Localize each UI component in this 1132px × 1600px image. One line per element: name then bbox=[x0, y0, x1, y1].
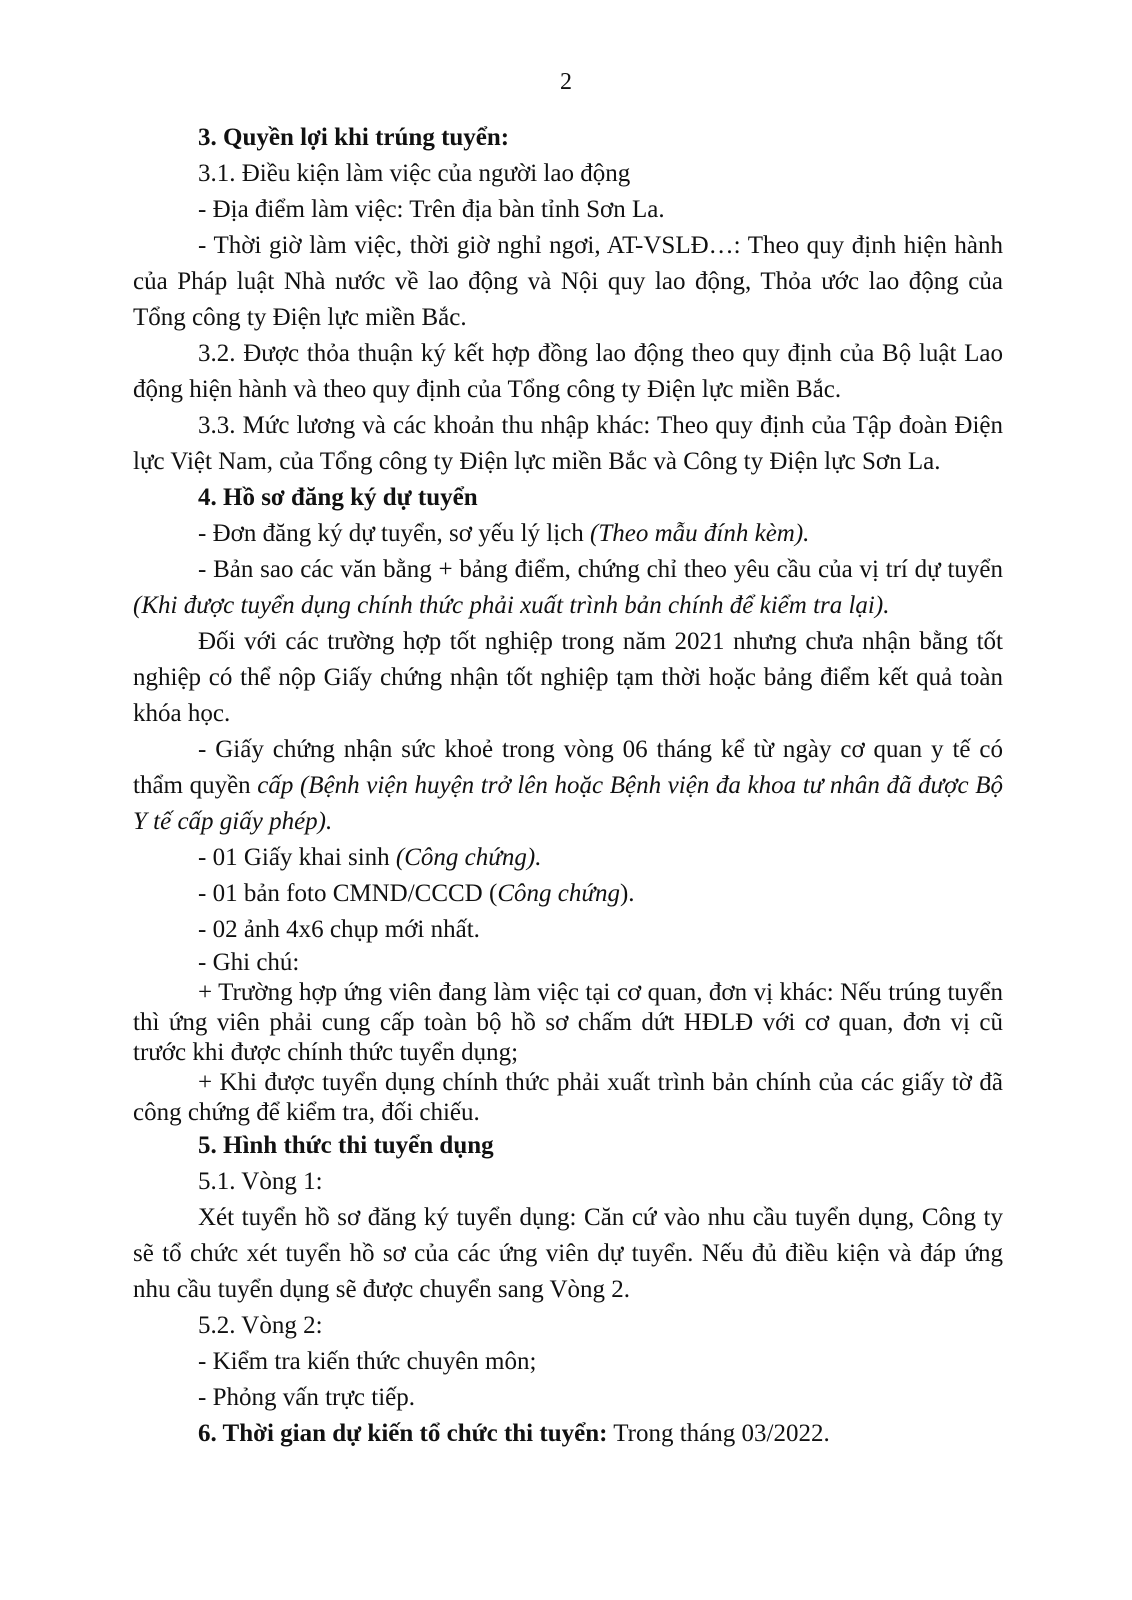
round-2-label: 5.2. Vòng 2: bbox=[198, 1312, 323, 1339]
application-form-item: - Đơn đăng ký dự tuyển, sơ yếu lý lịch (Theo mẫu đính kèm). bbox=[198, 520, 810, 547]
note-2: + Khi được tuyển dụng chính thức phải xuất trình bản chính của các giấy tờ đã công chứng để kiểm tra, đối chiếu. bbox=[133, 1069, 1003, 1126]
birth-certificate-item: - 01 Giấy khai sinh (Công chứng). bbox=[198, 844, 542, 871]
notes-label: - Ghi chú: bbox=[198, 949, 300, 976]
note-1: + Trường hợp ứng viên đang làm việc tại cơ quan, đơn vị khác: Nếu trúng tuyển thì ứng viên phải cung cấp toàn bộ hồ sơ chấm dứt HĐLĐ với cơ quan, đơn vị cũ trước khi được chính thức tuyển dụng; bbox=[133, 979, 1003, 1066]
round-1-text: Xét tuyển hồ sơ đăng ký tuyển dụng: Căn cứ vào nhu cầu tuyển dụng, Công ty sẽ tổ chức xét tuyển hồ sơ của các ứng viên dự tuyển. Nếu đủ điều kiện và đáp ứng nhu cầu tuyển dụng sẽ được chuyển sang Vòng 2. bbox=[133, 1204, 1003, 1303]
section-3-heading: 3. Quyền lợi khi trúng tuyển: bbox=[198, 124, 510, 151]
page-number: 2 bbox=[560, 69, 572, 95]
health-certificate-item: - Giấy chứng nhận sức khoẻ trong vòng 06 tháng kể từ ngày cơ quan y tế có thẩm quyền cấp (Bệnh viện huyện trở lên hoặc Bệnh viện đa khoa tư nhân đã được Bộ Y tế cấp giấy phép). bbox=[133, 736, 1003, 835]
graduates-note: Đối với các trường hợp tốt nghiệp trong năm 2021 nhưng chưa nhận bằng tốt nghiệp có thể nộp Giấy chứng nhận tốt nghiệp tạm thời hoặc bảng điểm kết quả toàn khóa học. bbox=[133, 628, 1003, 727]
round-1-label: 5.1. Vòng 1: bbox=[198, 1168, 323, 1195]
item-3-2: 3.2. Được thỏa thuận ký kết hợp đồng lao động theo quy định của Bộ luật Lao động hiện hành và theo quy định của Tổng công ty Điện lực miền Bắc. bbox=[133, 340, 1003, 403]
working-hours: - Thời giờ làm việc, thời giờ nghỉ ngơi, AT-VSLĐ…: Theo quy định hiện hành của Pháp luật Nhà nước về lao động và Nội quy lao động, Thỏa ước lao động của Tổng công ty Điện lực miền Bắc. bbox=[133, 232, 1003, 331]
section-5-heading: 5. Hình thức thi tuyển dụng bbox=[198, 1132, 494, 1159]
item-3-3: 3.3. Mức lương và các khoản thu nhập khác: Theo quy định của Tập đoàn Điện lực Việt Nam, của Tổng công ty Điện lực miền Bắc và Công ty Điện lực Sơn La. bbox=[133, 412, 1003, 475]
round-2-item-b: - Phỏng vấn trực tiếp. bbox=[198, 1384, 415, 1411]
item-3-1: 3.1. Điều kiện làm việc của người lao động bbox=[198, 160, 631, 187]
id-card-item: - 01 bản foto CMND/CCCD (Công chứng). bbox=[198, 880, 635, 907]
section-4-heading: 4. Hồ sơ đăng ký dự tuyển bbox=[198, 484, 478, 511]
work-location: - Địa điểm làm việc: Trên địa bàn tỉnh Sơn La. bbox=[198, 196, 665, 223]
photos-item: - 02 ảnh 4x6 chụp mới nhất. bbox=[198, 916, 480, 943]
certificate-copies-item: - Bản sao các văn bằng + bảng điểm, chứng chỉ theo yêu cầu của vị trí dự tuyển (Khi được tuyển dụng chính thức phải xuất trình bản chính để kiểm tra lại). bbox=[133, 556, 1003, 619]
document-body bbox=[133, 120, 1003, 1452]
section-6-text: Trong tháng 03/2022. bbox=[607, 1420, 830, 1447]
round-2-item-a: - Kiểm tra kiến thức chuyên môn; bbox=[198, 1348, 537, 1375]
section-6 bbox=[133, 1416, 1003, 1452]
section-6-heading: 6. Thời gian dự kiến tổ chức thi tuyển: bbox=[198, 1420, 608, 1447]
